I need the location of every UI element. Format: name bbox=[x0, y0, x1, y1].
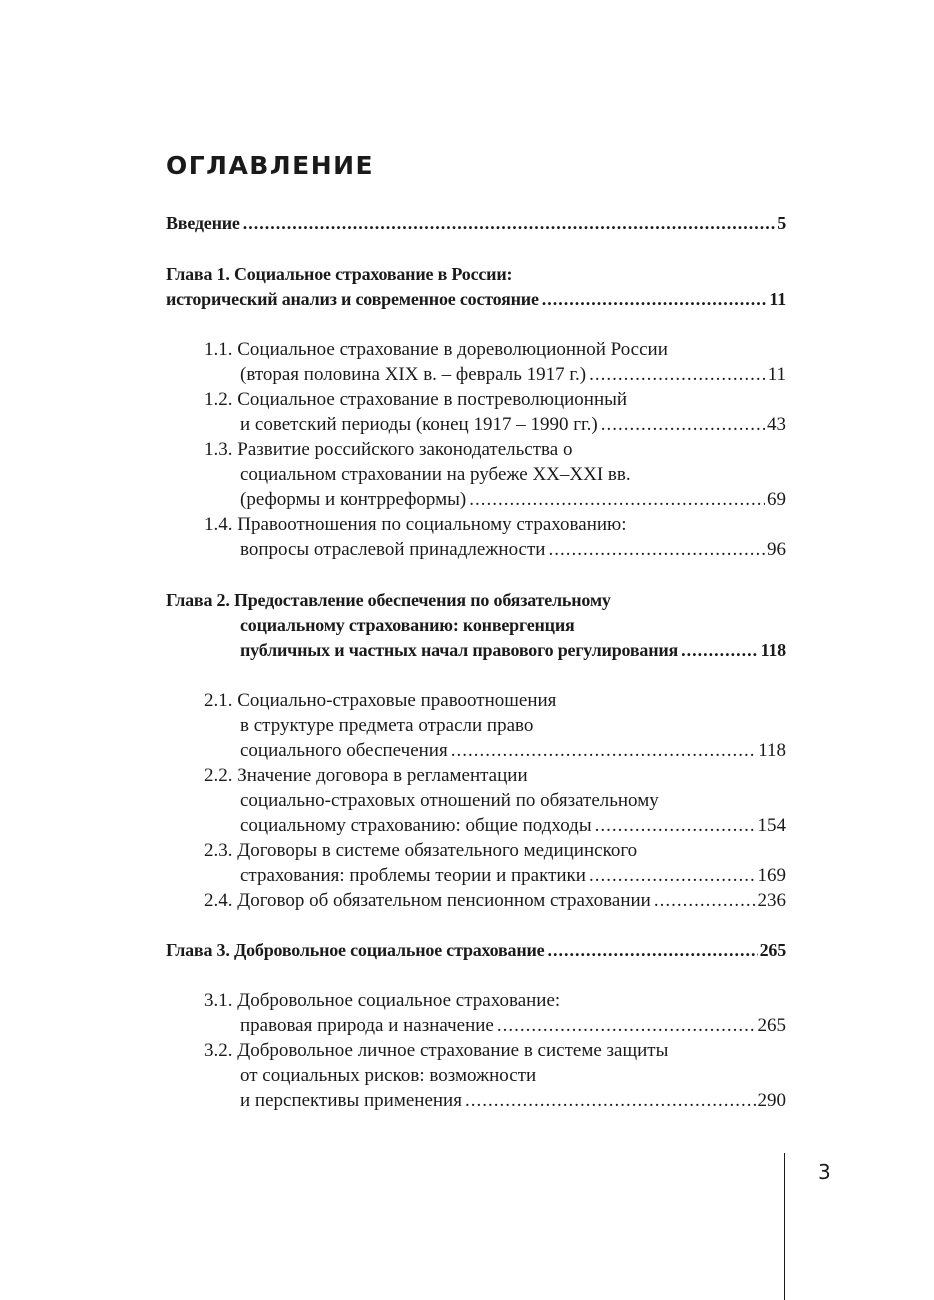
page-number: 118 bbox=[760, 640, 786, 660]
section-2-2-cont-2[interactable] bbox=[240, 813, 786, 838]
section-2-2-cont[interactable]: социально-страховых отношений по обязательному bbox=[240, 790, 659, 811]
section-1-2-cont[interactable] bbox=[240, 412, 786, 437]
page-number: 5 bbox=[777, 213, 786, 233]
section-1-3-cont[interactable]: социальном страховании на рубеже XX–XXI вв. bbox=[240, 464, 631, 485]
section-2-1-cont-2[interactable] bbox=[240, 738, 786, 763]
section-2-3[interactable]: 2.3. Договоры в системе обязательного медицинского bbox=[204, 840, 638, 861]
dot-leader bbox=[451, 738, 757, 763]
dot-leader bbox=[542, 287, 768, 312]
page-title: ОГЛАВЛЕНИЕ bbox=[166, 151, 375, 180]
section-3-2-cont[interactable]: от социальных рисков: возможности bbox=[240, 1065, 537, 1086]
section-2-1-cont[interactable]: в структуре предмета отрасли право bbox=[240, 715, 534, 736]
section-2-1[interactable]: 2.1. Социально-страховые правоотношения bbox=[204, 690, 557, 711]
page-number: 96 bbox=[767, 539, 786, 560]
toc-entry-label: правовая природа и назначение bbox=[240, 1015, 494, 1036]
page-number: 118 bbox=[758, 740, 786, 761]
section-2-3-cont[interactable] bbox=[240, 863, 786, 888]
section-2-4[interactable] bbox=[204, 888, 786, 913]
section-1-4[interactable]: 1.4. Правоотношения по социальному страхованию: bbox=[204, 514, 627, 535]
section-3-1[interactable]: 3.1. Добровольное социальное страхование: bbox=[204, 990, 561, 1011]
page-number: 154 bbox=[757, 815, 786, 836]
page-number: 290 bbox=[757, 1090, 786, 1111]
section-1-1-cont[interactable] bbox=[240, 362, 786, 387]
dot-leader bbox=[595, 813, 756, 838]
toc-entry-label: 2.4. Договор об обязательном пенсионном страховании bbox=[204, 890, 651, 911]
dot-leader bbox=[243, 211, 775, 236]
chapter-1-heading-cont[interactable] bbox=[166, 287, 786, 312]
dot-leader bbox=[589, 863, 756, 888]
chapter-2-heading-cont[interactable]: социальному страхованию: конвергенция bbox=[240, 615, 575, 635]
toc-entry-introduction[interactable] bbox=[166, 211, 786, 236]
page-number: 265 bbox=[757, 1015, 786, 1036]
section-1-1[interactable]: 1.1. Социальное страхование в дореволюционной России bbox=[204, 339, 668, 360]
dot-leader bbox=[589, 362, 766, 387]
section-1-4-cont[interactable] bbox=[240, 537, 786, 562]
section-3-2[interactable]: 3.2. Добровольное личное страхование в системе защиты bbox=[204, 1040, 669, 1061]
section-1-3[interactable]: 1.3. Развитие российского законодательства о bbox=[204, 439, 573, 460]
page-number: 11 bbox=[769, 289, 786, 309]
section-2-2[interactable]: 2.2. Значение договора в регламентации bbox=[204, 765, 528, 786]
chapter-2-heading-cont-2[interactable] bbox=[240, 638, 786, 663]
page-number: 236 bbox=[757, 890, 786, 911]
dot-leader bbox=[497, 1013, 756, 1038]
folio-rule bbox=[784, 1153, 785, 1300]
dot-leader bbox=[548, 537, 765, 562]
chapter-1-heading[interactable]: Глава 1. Социальное страхование в России: bbox=[166, 264, 513, 284]
section-1-2[interactable]: 1.2. Социальное страхование в постреволюционный bbox=[204, 389, 628, 410]
toc-entry-label: вопросы отраслевой принадлежности bbox=[240, 539, 546, 560]
page-number: 169 bbox=[757, 865, 786, 886]
section-3-2-cont-2[interactable] bbox=[240, 1088, 786, 1113]
dot-leader bbox=[601, 412, 765, 437]
dot-leader bbox=[547, 938, 757, 963]
dot-leader bbox=[469, 487, 765, 512]
dot-leader bbox=[681, 638, 758, 663]
toc-entry-label: (вторая половина XIX в. – февраль 1917 г.) bbox=[240, 364, 587, 385]
chapter-2-heading[interactable]: Глава 2. Предоставление обеспечения по обязательному bbox=[166, 590, 611, 610]
page-number: 11 bbox=[767, 364, 786, 385]
section-3-1-cont[interactable] bbox=[240, 1013, 786, 1038]
toc-entry-label: социальному страхованию: общие подходы bbox=[240, 815, 592, 836]
toc-entry-label: и советский периоды (конец 1917 – 1990 гг.) bbox=[240, 414, 598, 435]
chapter-3-heading[interactable] bbox=[166, 938, 786, 963]
toc-entry-label: и перспективы применения bbox=[240, 1090, 462, 1111]
page-number: 43 bbox=[767, 414, 786, 435]
toc-entry-label: публичных и частных начал правового регулирования bbox=[240, 640, 679, 660]
toc-entry-label: исторический анализ и современное состояние bbox=[166, 289, 539, 309]
toc-entry-label: социального обеспечения bbox=[240, 740, 448, 761]
dot-leader bbox=[654, 888, 756, 913]
page-number: 265 bbox=[759, 940, 786, 960]
toc-entry-label: Введение bbox=[166, 213, 240, 233]
page-number: 69 bbox=[767, 489, 786, 510]
dot-leader bbox=[465, 1088, 756, 1113]
toc-entry-label: (реформы и контрреформы) bbox=[240, 489, 467, 510]
section-1-3-cont-2[interactable] bbox=[240, 487, 786, 512]
toc-entry-label: Глава 3. Добровольное социальное страхование bbox=[166, 940, 545, 960]
folio-page-number: 3 bbox=[818, 1160, 831, 1184]
toc-entry-label: страхования: проблемы теории и практики bbox=[240, 865, 586, 886]
